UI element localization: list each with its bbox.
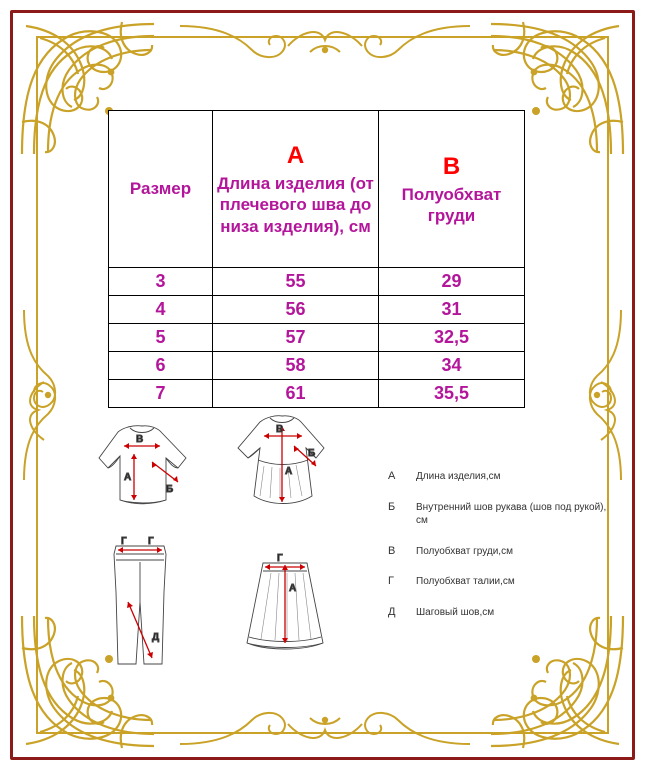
edge-ornament-top — [180, 16, 470, 68]
measurement-legend — [388, 470, 608, 636]
header-size-label: Размер — [129, 179, 192, 199]
cell-size: 4 — [109, 296, 213, 324]
table-header-row — [109, 111, 525, 268]
figure-dress-label-b: Б — [308, 448, 316, 459]
header-chest-label: Полуобхват груди — [401, 184, 502, 225]
header-letter-a: А — [286, 142, 305, 170]
cell-chest: 32,5 — [379, 324, 525, 352]
garment-diagrams — [70, 412, 390, 702]
cell-length: 57 — [213, 324, 379, 352]
figure-pants-label-d: Д — [152, 632, 160, 643]
size-chart-table — [108, 110, 525, 408]
cell-length: 58 — [213, 352, 379, 380]
legend-text-v: Полуобхват груди,см — [416, 545, 513, 557]
header-cell-length — [213, 111, 379, 268]
cell-chest: 31 — [379, 296, 525, 324]
legend-key-b: Б — [388, 500, 396, 513]
legend-item — [388, 470, 608, 484]
table-row — [109, 352, 525, 380]
legend-item — [388, 501, 608, 528]
table-row — [109, 268, 525, 296]
figure-skirt-label-g: Г — [277, 553, 283, 564]
legend-text-d: Шаговый шов,см — [416, 606, 495, 618]
table-row — [109, 324, 525, 352]
figure-dress-label-v: В — [276, 424, 284, 435]
table-row — [109, 296, 525, 324]
cell-length: 61 — [213, 380, 379, 408]
figure-pants — [90, 532, 200, 677]
figure-top-label-a: А — [124, 472, 132, 483]
header-length-label: Длина изделия (от плечевого шва до низа изделия), см — [217, 174, 374, 236]
legend-text-a: Длина изделия,см — [416, 471, 501, 482]
table-row — [109, 380, 525, 408]
header-cell-size — [109, 111, 213, 268]
cell-chest: 29 — [379, 268, 525, 296]
legend-key-d: Д — [388, 605, 396, 618]
legend-item — [388, 575, 608, 589]
edge-ornament-right — [579, 310, 631, 480]
legend-item — [388, 545, 608, 559]
figure-longsleeve-top — [90, 420, 205, 520]
cell-length: 55 — [213, 268, 379, 296]
figure-pants-label-g2: Г — [148, 536, 154, 547]
cell-size: 3 — [109, 268, 213, 296]
cell-chest: 35,5 — [379, 380, 525, 408]
cell-length: 56 — [213, 296, 379, 324]
edge-ornament-bottom — [180, 702, 470, 754]
cell-size: 7 — [109, 380, 213, 408]
figure-pants-label-g1: Г — [121, 536, 127, 547]
cell-size: 5 — [109, 324, 213, 352]
figure-skirt — [225, 547, 345, 667]
legend-text-b: Внутренний шов рукава (шов под рукой), см — [416, 501, 607, 526]
header-cell-chest — [379, 111, 525, 268]
figure-top-label-b: Б — [166, 484, 174, 495]
legend-text-g: Полуобхват талии,см — [416, 576, 515, 587]
cell-size: 6 — [109, 352, 213, 380]
cell-chest: 34 — [379, 352, 525, 380]
figure-skirt-label-a: А — [289, 583, 297, 594]
edge-ornament-left — [14, 310, 66, 480]
header-letter-b: В — [442, 152, 461, 180]
figure-top-label-v: В — [136, 434, 144, 445]
legend-item — [388, 606, 608, 620]
legend-key-v: В — [388, 544, 396, 557]
figure-dress — [220, 412, 340, 527]
legend-key-g: Г — [388, 575, 394, 587]
figure-dress-label-a: А — [285, 466, 293, 477]
legend-key-a: А — [388, 470, 396, 482]
